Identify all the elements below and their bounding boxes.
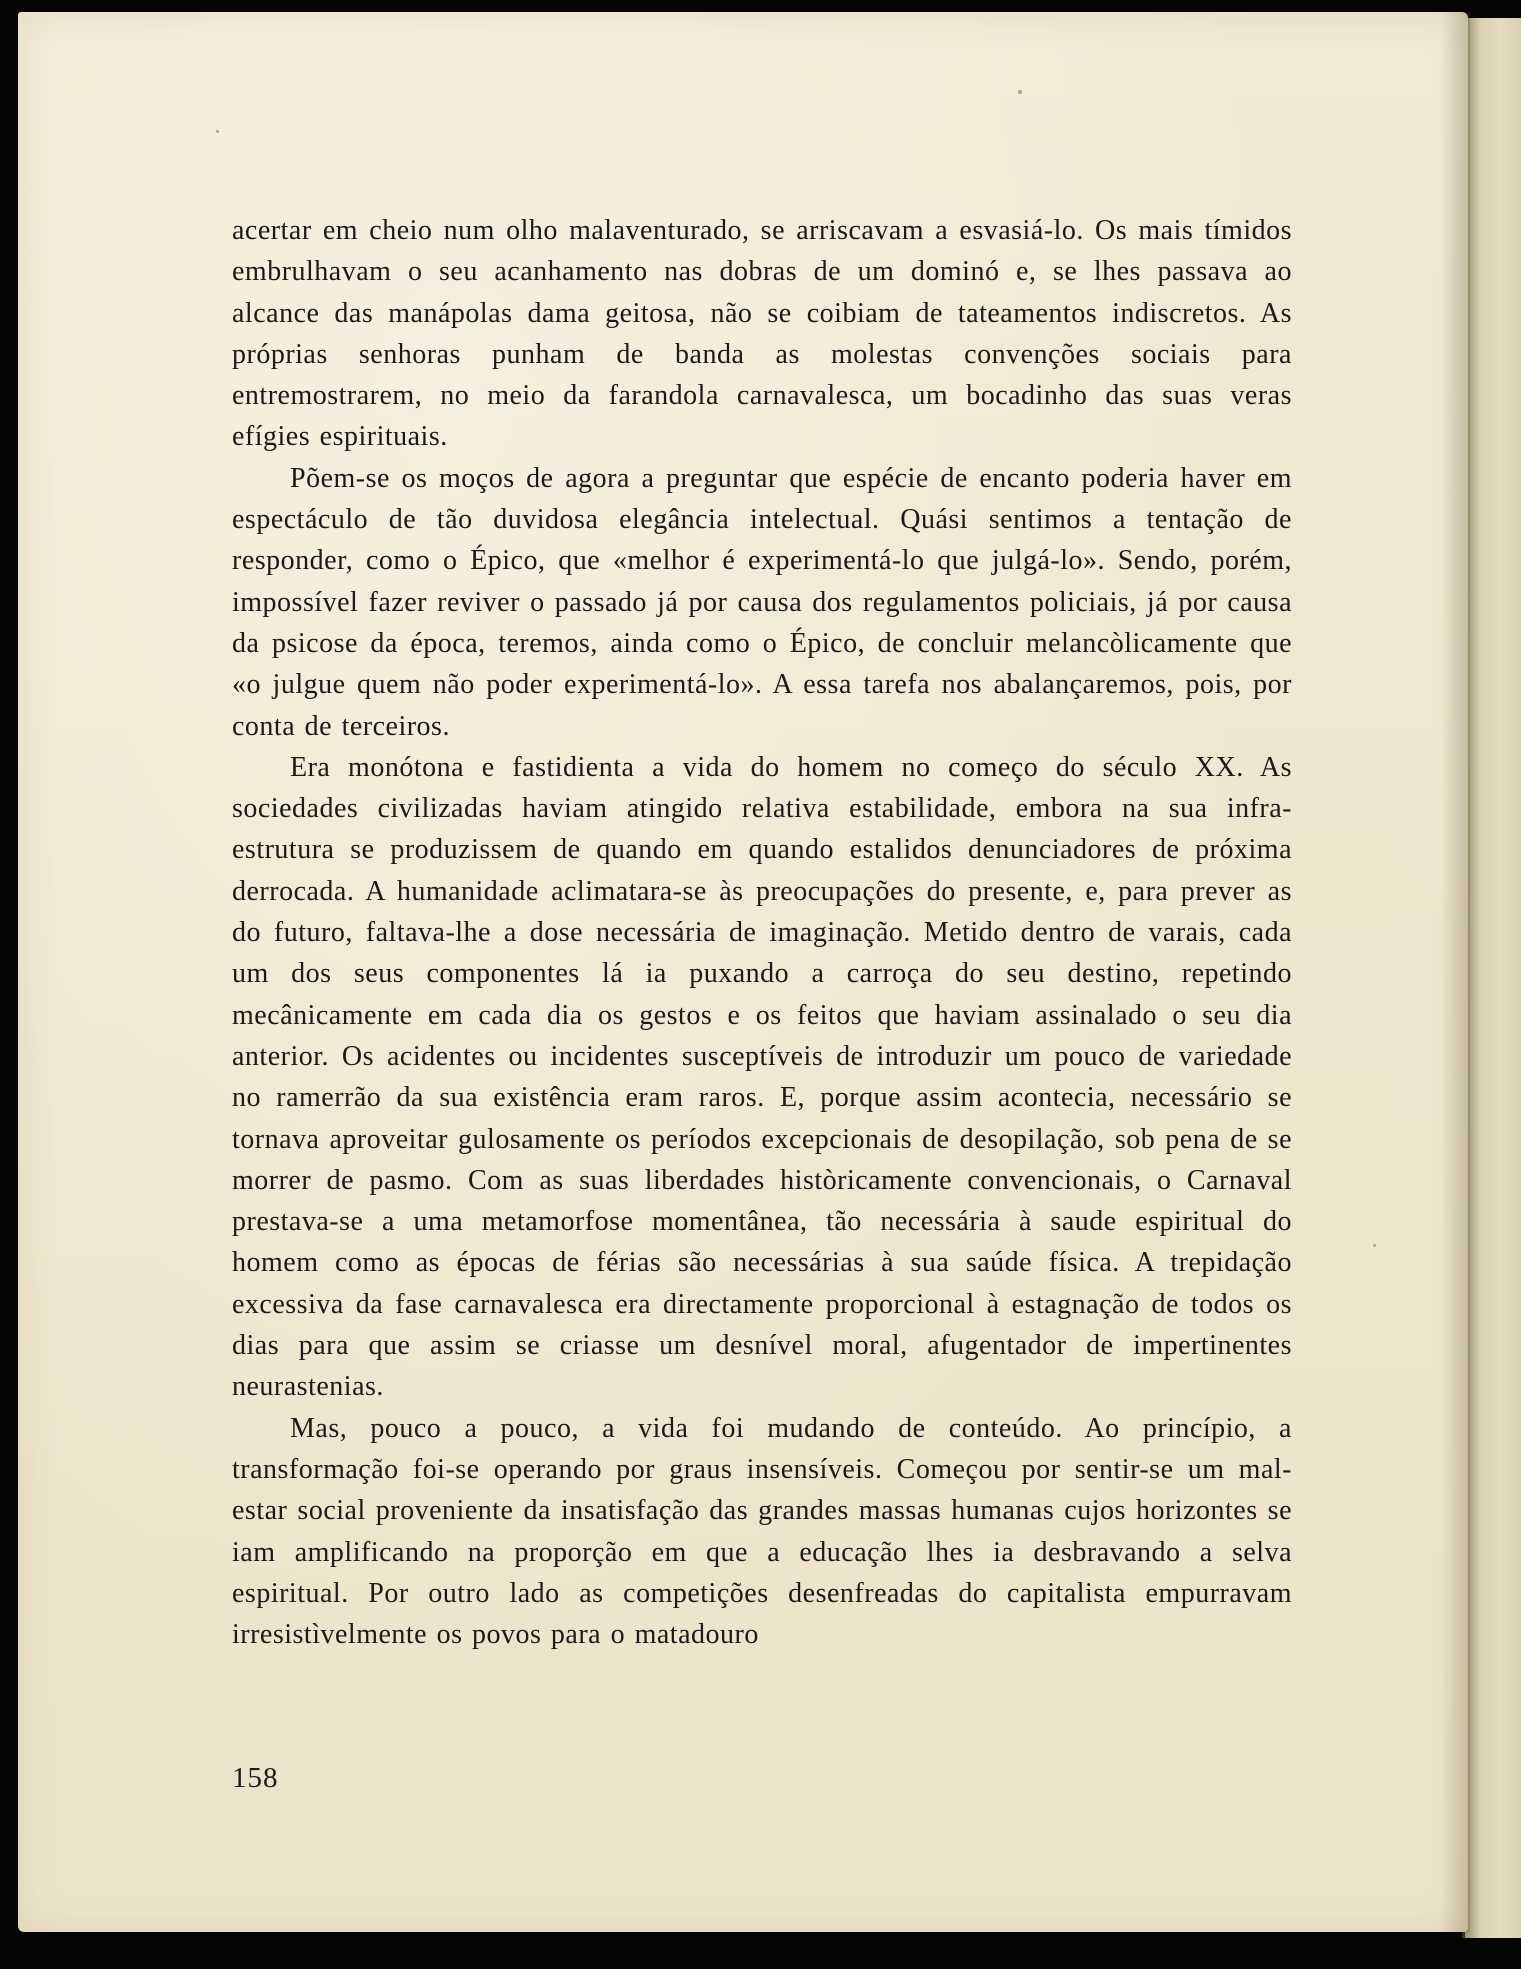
paper-speck [216,130,219,133]
paragraph-2: Põem-se os moços de agora a preguntar que espécie de encanto poderia haver em espectáculo de tão duvidosa elegância intelectual. Quási sentimos a tentação de responder, como o Épico, que «melhor é experimentá-lo que julgá-lo». Sendo, porém, impossível fazer reviver o passado já por causa dos regulamentos policiais, já por causa da psicose da época, teremos, ainda como o Épico, de concluir melancòlicamente que «o julgue quem não poder experimentá-lo». A essa tarefa nos abalançaremos, pois, por conta de terceiros. [232,462,1292,742]
adjacent-page-edge [1462,18,1521,1938]
paragraph-3: Era monótona e fastidienta a vida do homem no começo do século XX. As sociedades civilizadas haviam atingido relativa estabilidade, embora na sua infra-estrutura se produzissem de quando em quando estalidos denunciadores de próxima derrocada. A humanidade aclimatara-se às preocupações do presente, e, para prever as do futuro, faltava-lhe a dose necessária de imaginação. Metido dentro de varais, cada um dos seus componentes lá ia puxando a carroça do seu destino, repetindo mecânicamente em cada dia os gestos e os feitos que haviam assinalado o seu dia anterior. Os acidentes ou incidentes susceptíveis de introduzir um pouco de variedade no ramerrão da sua existência eram raros. E, porque assim acontecia, necessário se tornava aproveitar gulosamente os períodos excepcionais de desopilação, sob pena de se morrer de pasmo. Com as suas liberdades històricamente convencionais, o Carnaval prestava-se a uma metamorfose momentânea, tão necessária à saude espiritual do homem como as épocas de férias são necessárias à sua saúde física. A trepidação excessiva da fase carnavalesca era directamente proporcional à estagnação de todos os dias para que assim se criasse um desnível moral, afugentador de impertinentes neurastenias. [232,751,1292,1403]
paragraph-4: Mas, pouco a pouco, a vida foi mudando de conteúdo. Ao princípio, a transformação foi-se operando por graus insensíveis. Começou por sentir-se um mal-estar social proveniente da insatisfação das grandes massas humanas cujos horizontes se iam amplificando na proporção em que a educação lhes ia desbravando a selva espiritual. Por outro lado as competições desenfreadas do capitalista empurravam irresistìvelmente os povos para o matadouro [232,1412,1292,1651]
gutter-shadow [1440,12,1470,1932]
body-text [232,210,1292,1655]
paper-speck [1018,90,1022,94]
page-number: 158 [232,1762,279,1794]
paragraph-1: acertar em cheio num olho malaventurado, se arriscavam a esvasiá-lo. Os mais tímidos embrulhavam o seu acanhamento nas dobras de um dominó e, se lhes passava ao alcance das manápolas dama geitosa, não se coibiam de tateamentos indiscretos. As próprias senhoras punham de banda as molestas convenções sociais para entremostrarem, no meio da farandola carnavalesca, um bocadinho das suas veras efígies espirituais. [232,215,1292,453]
paper-speck [1373,1244,1376,1247]
